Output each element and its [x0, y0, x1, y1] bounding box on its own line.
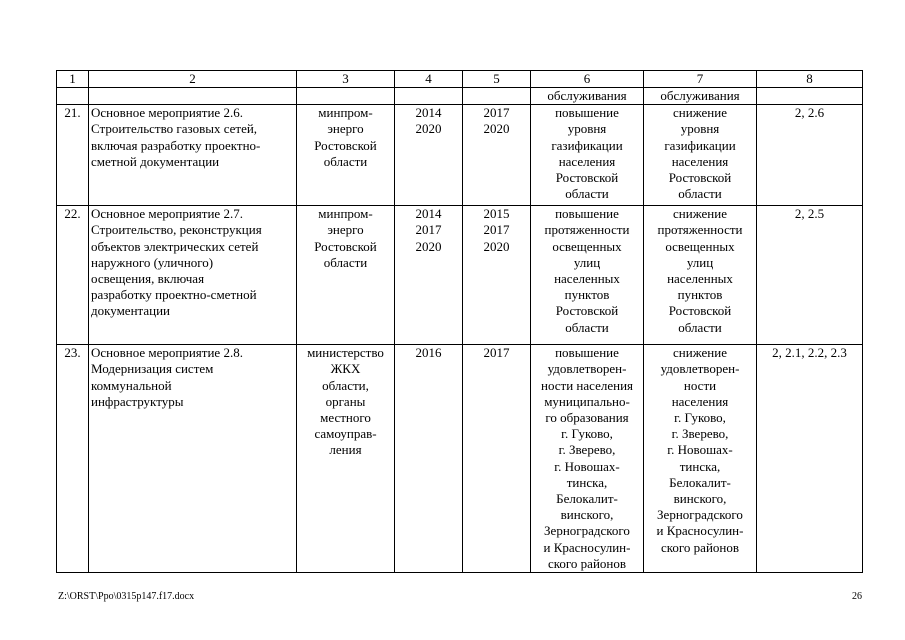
cell-line: Основное мероприятие 2.8. [91, 345, 243, 361]
measure-name [89, 206, 297, 345]
cell-line: улиц [686, 254, 714, 270]
cell-line: населения [671, 393, 729, 409]
table-row [57, 345, 863, 573]
header-cell: 3 [297, 71, 395, 88]
cell-line: энерго [327, 121, 364, 137]
cell-line: населения [558, 153, 616, 169]
continuation-row [57, 88, 863, 105]
cell-line: населения [671, 153, 729, 169]
cell-line: населенных [554, 271, 620, 287]
cell-line: области [323, 254, 368, 270]
cell-line: тинска, [679, 458, 721, 474]
cell-line: улиц [573, 254, 601, 270]
cell-line: уровня [680, 121, 720, 137]
cell-line: инфраструктуры [91, 393, 184, 409]
cell-line: Модернизация систем [91, 361, 214, 377]
indicator-link-cell: 2, 2.5 [757, 206, 863, 345]
cell-line: 2020 [483, 238, 510, 254]
cell-line: протяженности [657, 222, 743, 238]
table-row [57, 105, 863, 206]
continuation-text: обслуживания [644, 88, 757, 105]
cell-line: Белокалит- [556, 491, 618, 507]
header-cell: 2 [89, 71, 297, 88]
cell-line: 2016 [415, 345, 442, 361]
cell-line: г. Зверево, [671, 426, 729, 442]
cell-line: 2017 [415, 222, 442, 238]
cell-line: Ростовской [314, 238, 377, 254]
cell-line: области [565, 319, 609, 335]
header-cell: 6 [531, 71, 644, 88]
cell-line: удовлетворен- [547, 361, 627, 377]
cell-line: протяженности [544, 222, 630, 238]
footer-file-path: Z:\ORST\Ppo\0315p147.f17.docx [58, 591, 195, 602]
cell-line: муниципально- [544, 393, 630, 409]
cell-line: ЖКХ [330, 361, 361, 377]
cell-line: повышение [555, 345, 619, 361]
cell-line: 2014 [415, 105, 442, 121]
cell-line: минпром- [318, 105, 373, 121]
empty-cell [463, 88, 531, 105]
cell-line: Зерноградского [657, 507, 743, 523]
cell-line: разработку проектно-сметной [91, 287, 257, 303]
row-number: 22. [57, 206, 89, 345]
empty-cell [89, 88, 297, 105]
empty-cell [57, 88, 89, 105]
cell-line: пунктов [564, 287, 610, 303]
executor-cell [297, 206, 395, 345]
cell-line: органы [325, 393, 366, 409]
measure-name [89, 345, 297, 573]
cell-line: снижение [673, 345, 727, 361]
cell-line: министерство [307, 345, 384, 361]
cell-line: удовлетворен- [660, 361, 740, 377]
expected-result-cell [531, 105, 644, 206]
cell-line: Зерноградского [544, 523, 630, 539]
cell-line: 2020 [415, 238, 442, 254]
empty-cell [297, 88, 395, 105]
expected-result-cell [531, 345, 644, 573]
cell-line: Ростовской [314, 137, 377, 153]
expected-result-cell [531, 206, 644, 345]
cell-line: населенных [667, 271, 733, 287]
page-number: 26 [852, 591, 862, 602]
cell-line: освещения, включая [91, 271, 205, 287]
indicator-link-cell: 2, 2.1, 2.2, 2.3 [757, 345, 863, 573]
cell-line: г. Новошах- [554, 458, 620, 474]
cell-line: Ростовской [668, 170, 732, 186]
cell-line: Строительство, реконструкция [91, 222, 262, 238]
cell-line: Ростовской [668, 303, 732, 319]
cell-line: Ростовской [555, 170, 619, 186]
cell-line: г. Гуково, [561, 426, 613, 442]
measures-table [56, 70, 863, 573]
cell-line: г. Зверево, [558, 442, 616, 458]
cell-line: 2020 [415, 121, 442, 137]
cell-line: 2017 [483, 105, 510, 121]
cell-line: коммунальной [91, 377, 172, 393]
header-cell: 1 [57, 71, 89, 88]
start-year-cell [395, 345, 463, 573]
cell-line: наружного (уличного) [91, 254, 214, 270]
cell-line: Белокалит- [669, 474, 731, 490]
cell-line: объектов электрических сетей [91, 238, 259, 254]
header-cell: 4 [395, 71, 463, 88]
cell-line: области [678, 186, 722, 202]
cell-line: г. Новошах- [667, 442, 733, 458]
cell-line: области, [322, 377, 369, 393]
header-cell: 7 [644, 71, 757, 88]
cell-line: области [323, 153, 368, 169]
cell-line: и Красносулин- [543, 539, 631, 555]
continuation-text: обслуживания [531, 88, 644, 105]
cell-line: включая разработку проектно- [91, 137, 261, 153]
cell-line: 2015 [483, 206, 510, 222]
end-year-cell [463, 105, 531, 206]
cell-line: го образования [545, 410, 629, 426]
cell-line: Основное мероприятие 2.7. [91, 206, 243, 222]
cell-line: 2020 [483, 121, 510, 137]
cell-line: освещенных [552, 238, 622, 254]
measure-name [89, 105, 297, 206]
cell-line: области [565, 186, 609, 202]
executor-cell [297, 105, 395, 206]
cell-line: газификации [551, 137, 623, 153]
end-year-cell [463, 206, 531, 345]
row-number: 23. [57, 345, 89, 573]
consequence-cell [644, 345, 757, 573]
cell-line: тинска, [566, 474, 608, 490]
header-cell: 5 [463, 71, 531, 88]
cell-line: Строительство газовых сетей, [91, 121, 258, 137]
cell-line: пунктов [677, 287, 723, 303]
cell-line: самоуправ- [314, 426, 377, 442]
consequence-cell [644, 105, 757, 206]
cell-line: повышение [555, 206, 619, 222]
executor-cell [297, 345, 395, 573]
cell-line: ского районов [660, 539, 739, 555]
table-row [57, 206, 863, 345]
cell-line: Ростовской [555, 303, 619, 319]
cell-line: винского, [673, 491, 727, 507]
row-number: 21. [57, 105, 89, 206]
consequence-cell [644, 206, 757, 345]
cell-line: энерго [327, 222, 364, 238]
cell-line: винского, [560, 507, 614, 523]
header-cell: 8 [757, 71, 863, 88]
empty-cell [395, 88, 463, 105]
cell-line: газификации [664, 137, 736, 153]
empty-cell [757, 88, 863, 105]
cell-line: г. Гуково, [674, 410, 726, 426]
cell-line: Основное мероприятие 2.6. [91, 105, 243, 121]
start-year-cell [395, 206, 463, 345]
header-row [57, 71, 863, 88]
cell-line: области [678, 319, 722, 335]
cell-line: 2017 [483, 222, 510, 238]
cell-line: ления [329, 442, 362, 458]
cell-line: и Красносулин- [656, 523, 744, 539]
cell-line: ского районов [547, 555, 626, 571]
cell-line: 2017 [483, 345, 510, 361]
cell-line: освещенных [665, 238, 735, 254]
cell-line: сметной документации [91, 153, 220, 169]
cell-line: снижение [673, 206, 727, 222]
cell-line: минпром- [318, 206, 373, 222]
cell-line: снижение [673, 105, 727, 121]
start-year-cell [395, 105, 463, 206]
cell-line: повышение [555, 105, 619, 121]
cell-line: 2014 [415, 206, 442, 222]
cell-line: ности населения [540, 377, 633, 393]
cell-line: местного [320, 410, 371, 426]
cell-line: уровня [567, 121, 607, 137]
cell-line: ности [683, 377, 717, 393]
end-year-cell [463, 345, 531, 573]
indicator-link-cell: 2, 2.6 [757, 105, 863, 206]
cell-line: документации [91, 303, 171, 319]
